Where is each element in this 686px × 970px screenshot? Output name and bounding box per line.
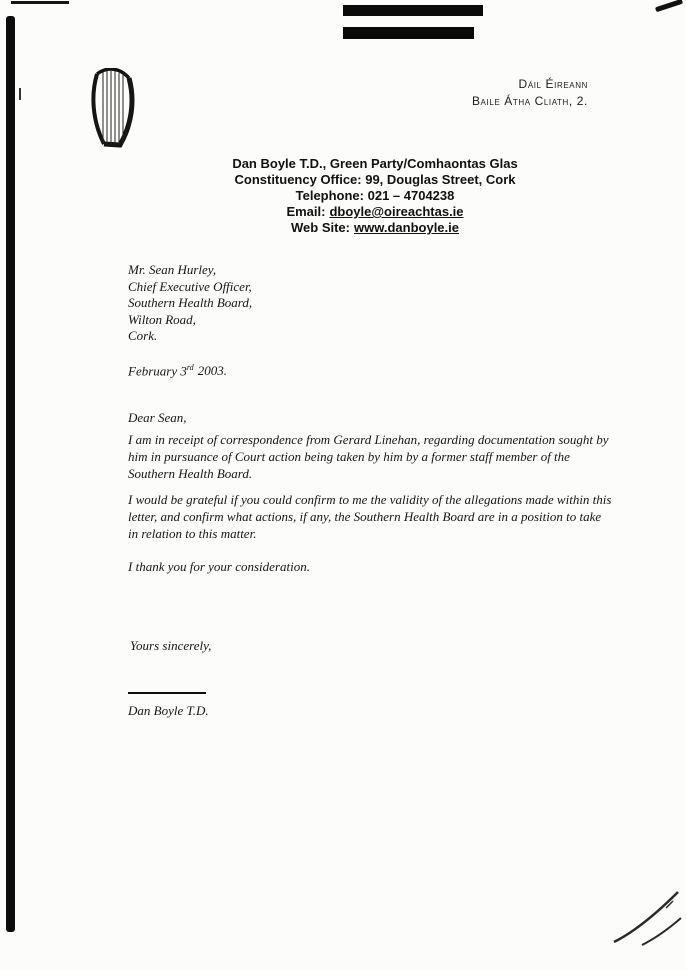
date-prefix: February 3 xyxy=(128,363,187,379)
scan-artifact-left-tick xyxy=(19,88,21,100)
harp-logo-icon xyxy=(90,68,136,155)
telephone-line: Telephone: 021 – 4704238 xyxy=(295,188,455,203)
signatory-name: Dan Boyle T.D. xyxy=(128,703,209,718)
website-label: Web Site: xyxy=(291,220,350,235)
body-paragraph-1: I am in receipt of correspondence from Gerard Linehan, regarding documentation sought by him in pursuance of Court action being taken by him by a former staff member of the Southern Health Board. xyxy=(128,432,609,481)
org-name: Dáil Éireann xyxy=(518,77,588,91)
website-line xyxy=(168,220,582,236)
letterhead-contact xyxy=(168,156,582,236)
recipient-line: Mr. Sean Hurley, xyxy=(128,262,217,277)
letterhead-org xyxy=(472,76,588,110)
email-label: Email: xyxy=(286,204,326,219)
date-line xyxy=(128,363,227,379)
scan-artifact-top-bar-2 xyxy=(343,27,474,39)
org-address: Baile Átha Cliath, 2. xyxy=(471,94,588,108)
recipient-line: Chief Executive Officer, xyxy=(128,278,252,294)
sender-name-line: Dan Boyle T.D., Green Party/Comhaontas Glas xyxy=(232,156,518,171)
salutation: Dear Sean, xyxy=(128,410,187,425)
body-paragraph-3: I thank you for your consideration. xyxy=(128,559,310,574)
website-url: www.danboyle.ie xyxy=(354,220,459,235)
constituency-office-line: Constituency Office: 99, Douglas Street, Cork xyxy=(234,172,516,187)
scan-artifact-left-edge xyxy=(6,16,15,932)
date-ordinal: rd xyxy=(186,363,194,372)
recipient-address xyxy=(128,262,252,345)
email-address: dboyle@oireachtas.ie xyxy=(329,204,464,219)
body-paragraph-2: I would be grateful if you could confirm to me the validity of the allegations made within this letter, and confirm what actions, if any, the Southern Health Board are in a position to take in relation to this matter. xyxy=(128,492,612,541)
scan-artifact-top-left-line xyxy=(11,1,69,4)
scan-artifact-pen-marks xyxy=(608,888,686,955)
valediction: Yours sincerely, xyxy=(130,638,212,653)
email-line xyxy=(168,204,582,220)
date-suffix: 2003. xyxy=(197,363,227,379)
recipient-line: Cork. xyxy=(128,328,158,343)
signature-line xyxy=(128,692,206,694)
scan-artifact-top-right-mark xyxy=(655,0,683,12)
scan-artifact-top-bar-1 xyxy=(343,5,483,16)
recipient-line: Wilton Road, xyxy=(128,311,196,327)
recipient-line: Southern Health Board, xyxy=(128,295,253,310)
